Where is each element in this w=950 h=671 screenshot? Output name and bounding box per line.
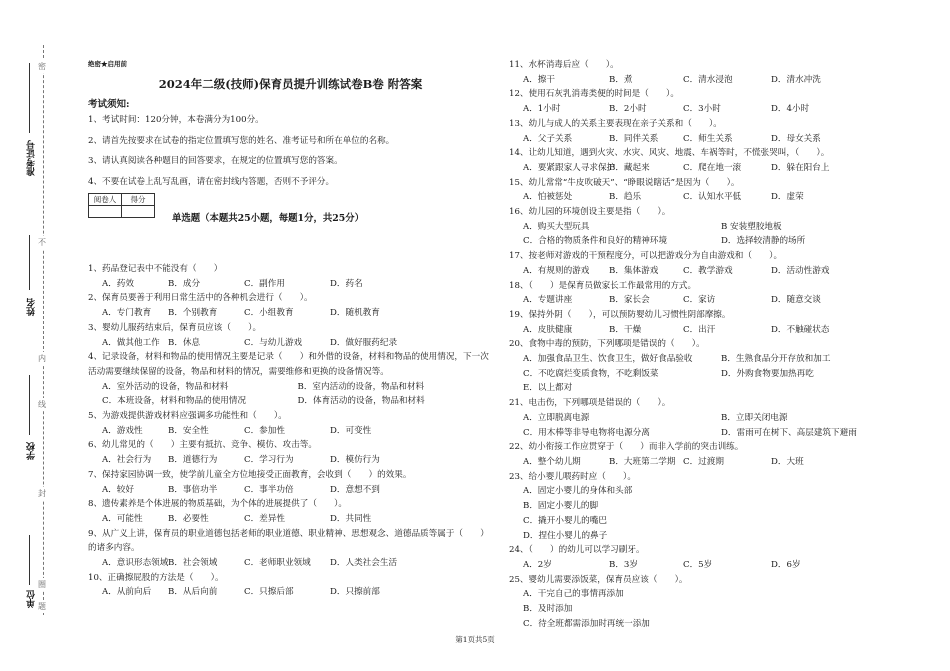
question-text: 4、记录设备，材料和物品的使用情况主要是记录（ ）和外借的设备，材料和物品的使用情况，下一次活动需要继续保留的设备，物品和材料的情况，需要维修和更换的设备情况等。 [88, 352, 489, 377]
seal-mark: 圈 [38, 580, 46, 589]
seal-line [43, 45, 44, 615]
option: A．专题讲座 [523, 295, 573, 306]
option-row [509, 102, 919, 117]
option-row [509, 455, 919, 470]
notice-item: 4、不要在试卷上乱写乱画，请在密封线内答题，否则不予评分。 [88, 176, 335, 187]
option: A．游戏性 [102, 425, 143, 436]
option-grid [88, 380, 493, 409]
option: D．模仿行为 [330, 455, 380, 466]
option-grid [509, 352, 919, 381]
option: A．加强食品卫生、饮食卫生，做好食品验收 [523, 354, 693, 365]
option: B．同伴关系 [609, 133, 659, 144]
question-item [88, 527, 493, 571]
question-item [509, 308, 919, 337]
option: A．可能性 [102, 513, 143, 524]
option: A．整个幼儿期 [523, 456, 581, 467]
question-item [509, 279, 919, 308]
section-title: 单选题（本题共25小题，每题1分，共25分） [172, 213, 364, 224]
option: C．过渡期 [683, 456, 724, 467]
option: D．共同性 [330, 513, 372, 524]
seal-mark: 封 [38, 489, 46, 498]
option: A．药效 [102, 278, 134, 289]
option-row [88, 585, 493, 600]
option: B．集体游戏 [609, 265, 659, 276]
option: A．室外活动的设备，物品和材料 [102, 381, 229, 392]
option: D．6岁 [771, 559, 801, 570]
school-underline [29, 375, 30, 435]
question-item [88, 571, 493, 600]
option: C．认知水平低 [683, 192, 742, 203]
option: A．固定小婴儿的身体和头部 [523, 486, 633, 497]
option: C．清水浸泡 [683, 74, 733, 85]
option: C．本班设备，材料和物品的使用情况 [102, 396, 247, 407]
option: D．躲在阳台上 [771, 162, 830, 173]
option: C．参加性 [244, 425, 285, 436]
option: C．爬在地一滚 [683, 162, 742, 173]
option-row [88, 277, 493, 292]
unit-underline [29, 535, 30, 585]
option-row [509, 190, 919, 205]
option: A．干完自己的事情再添加 [523, 589, 624, 600]
option: C．撬开小婴儿的嘴巴 [523, 515, 607, 526]
question-text: 8、遗传素养是个体进展的物质基础，为个体的进展提供了（ ）。 [88, 499, 347, 510]
option-row [509, 293, 919, 308]
seal-mark: 线 [38, 400, 46, 409]
option: B．干燥 [609, 324, 642, 335]
question-item [88, 409, 493, 438]
option: B．安全性 [168, 425, 209, 436]
option: D．清水冲洗 [771, 74, 821, 85]
option-row [88, 424, 493, 439]
option-grid [509, 220, 919, 249]
option: D．4小时 [771, 104, 810, 115]
option: C．事半功倍 [244, 484, 294, 495]
seal-mark: 题 [38, 602, 46, 611]
score-table [88, 193, 155, 218]
question-item [88, 350, 493, 409]
option: C．不吃腐烂变质食物，不吃剩饭菜 [523, 368, 659, 379]
option-row [509, 264, 919, 279]
question-item [509, 440, 919, 469]
name-underline [29, 235, 30, 290]
question-item [88, 468, 493, 497]
option: B．生熟食品分开存放和加工 [721, 354, 831, 365]
question-text: 22、幼小衔接工作应贯穿于（ ）而非入学前的突击训练。 [509, 442, 744, 453]
option: C．差异性 [244, 513, 285, 524]
seal-mark: 密 [38, 62, 46, 71]
question-text: 21、电击伤，下列哪项是错误的（ ）。 [509, 398, 671, 409]
question-text: 10、正确擦屁股的方法是（ ）。 [88, 572, 224, 583]
option: B．煮 [609, 74, 633, 85]
question-item [88, 497, 493, 526]
option: D．母女关系 [771, 133, 821, 144]
option: B．趋乐 [609, 192, 642, 203]
question-text: 5、为游戏提供游戏材料应强调多功能性和（ ）。 [88, 411, 287, 422]
question-item [88, 262, 493, 291]
seal-mark: 不 [38, 238, 46, 247]
option: A．做其他工作 [102, 337, 160, 348]
option: B．成分 [168, 278, 201, 289]
question-item [509, 573, 919, 632]
option: C．5岁 [683, 559, 713, 570]
option: B 安装塑胶地板 [721, 221, 782, 232]
option-row [509, 161, 919, 176]
question-text: 3、婴幼儿服药结束后，保育员应该（ ）。 [88, 322, 262, 333]
question-text: 16、幼儿园的环境创设主要是指（ ）。 [509, 207, 671, 218]
option: A．较好 [102, 484, 134, 495]
option: D．虚荣 [771, 192, 804, 203]
option: D．随机教育 [330, 308, 380, 319]
question-text: 15、幼儿常常“牛皮吹破天”、“睁眼说瞎话”是因为（ ）。 [509, 177, 740, 188]
score-header-grader: 阅卷人 [89, 194, 122, 206]
seal-mark: 内 [38, 354, 46, 363]
option: C．学习行为 [244, 455, 294, 466]
option: C．出汗 [683, 324, 716, 335]
option-row [88, 483, 493, 498]
option: B．家长会 [609, 295, 650, 306]
option: D．只擦前部 [330, 587, 380, 598]
option-grid [509, 411, 919, 440]
option-row [88, 306, 493, 321]
option: B．2小时 [609, 104, 647, 115]
notice-list [88, 113, 498, 195]
option-row [509, 132, 919, 147]
option: A．从前向后 [102, 587, 152, 598]
option: B．社会领域 [168, 558, 218, 569]
field-unit-label: 单位 [27, 590, 37, 608]
page-footer: 第1页共5页 [455, 635, 495, 644]
question-item [509, 337, 919, 396]
question-item [509, 205, 919, 249]
option: B．固定小婴儿的脚 [523, 501, 599, 512]
option: A．社会行为 [102, 455, 152, 466]
option: B．大班第二学期 [609, 456, 676, 467]
option: C．家访 [683, 295, 716, 306]
option: A．皮肤健康 [523, 324, 573, 335]
option-row [509, 323, 919, 338]
option: D．外购食物要加热再吃 [721, 368, 814, 379]
notice-title: 考试须知: [88, 99, 130, 110]
option: B．必要性 [168, 513, 209, 524]
option: C．只擦后部 [244, 587, 294, 598]
question-item [509, 176, 919, 205]
option-row [509, 73, 919, 88]
option: B．从后向前 [168, 587, 218, 598]
question-text: 2、保育员要善于利用日常生活中的各种机会进行（ ）。 [88, 293, 313, 304]
option: D．人类社会生活 [330, 558, 398, 569]
option: B．事倍功半 [168, 484, 218, 495]
score-cell-score[interactable] [122, 206, 155, 218]
notice-item: 2、请首先按要求在试卷的指定位置填写您的姓名、准考证号和所在单位的名称。 [88, 135, 395, 146]
option: A．专门教育 [102, 308, 152, 319]
option: D．体育活动的设备，物品和材料 [297, 396, 425, 407]
option: A．怕被惩处 [523, 192, 573, 203]
option: C．老师职业领域 [244, 558, 311, 569]
option: C．副作用 [244, 278, 285, 289]
option: D．大班 [771, 456, 804, 467]
option: A．要紧跟家人寻求保护 [523, 162, 616, 173]
score-cell-grader[interactable] [89, 206, 122, 218]
question-item [509, 146, 919, 175]
question-text: 18、（ ）是保育员做家长工作最常用的方式。 [509, 280, 697, 291]
option: A．购买大型玩具 [523, 221, 590, 232]
option: B．3岁 [609, 559, 638, 570]
option: D．雷雨可在树下、高层建筑下避雨 [721, 427, 857, 438]
option: D．捏住小婴儿的鼻子 [523, 530, 608, 541]
option: B．立即关闭电源 [721, 412, 788, 423]
question-text: 11、水杯消毒后应（ ）。 [509, 60, 619, 70]
option: B．藏起来 [609, 162, 650, 173]
question-item [509, 543, 919, 572]
question-text: 25、婴幼儿需要添饭菜，保育员应该（ ）。 [509, 574, 688, 585]
question-text: 1、药品登记表中不能没有（ ） [88, 264, 223, 274]
notice-item: 3、请认真阅读各种题目的回答要求，在规定的位置填写您的答案。 [88, 156, 343, 166]
option: C．合格的物质条件和良好的精神环境 [523, 236, 668, 247]
score-header-score: 得分 [122, 194, 155, 206]
option: D．药名 [330, 278, 363, 289]
option: A．擦干 [523, 74, 555, 85]
option: B．及时添加 [523, 604, 573, 615]
binding-margin [0, 0, 60, 671]
option: C．待全班都需添加时再统一添加 [523, 618, 650, 629]
question-item [509, 58, 919, 87]
option-row [88, 453, 493, 468]
option: C．小组教育 [244, 308, 294, 319]
option: A．2岁 [523, 559, 552, 570]
option: E．以上都对 [523, 383, 573, 394]
option: C．用木棒等非导电物将电源分离 [523, 427, 650, 438]
question-text: 24、（ ）的幼儿可以学习刷牙。 [509, 545, 645, 556]
question-text: 12、使用石灰乳消毒类便的时间是（ ）。 [509, 89, 679, 100]
question-text: 9、从广义上讲，保育员的职业道德包括老师的职业道德、职业精神、思想观念、道德品质等属于（ ）的诸多内容。 [88, 528, 489, 554]
option: A．有规则的游戏 [523, 265, 590, 276]
option-row [509, 558, 919, 573]
option: D．做好服药纪录 [330, 337, 398, 348]
option-row [88, 336, 493, 351]
field-exam-number-label: 准考证号 [27, 140, 37, 176]
notice-item: 1、考试时间：120分钟，本卷满分为100分。 [88, 115, 264, 125]
question-text: 17、按老师对游戏的干预程度分，可以把游戏分为自由游戏和（ ）。 [509, 251, 783, 262]
question-text: 14、让幼儿知道，遇到火灾、水灾、风灾、地震、车祸等时，不慌张哭叫，（ ）。 [509, 148, 830, 159]
page-title: 2024年二级(技师)保育员提升训练试卷B卷 附答案 [158, 77, 423, 91]
question-text: 19、保持外阴（ ），可以预防婴幼儿习惯性阴部摩擦。 [509, 309, 731, 320]
option: A．父子关系 [523, 133, 573, 144]
question-item [88, 321, 493, 350]
question-item [509, 117, 919, 146]
option: A．立即脱离电源 [523, 412, 590, 423]
confidential-label: 绝密★启用前 [88, 60, 127, 68]
question-text: 7、保持家园协调一致，使学前儿童全方位地接受正面教育，会收到（ ）的效果。 [88, 469, 412, 480]
option-row [88, 512, 493, 527]
question-text: 20、食物中毒的预防，下列哪项是错误的（ ）。 [509, 339, 705, 350]
option: C．教学游戏 [683, 265, 733, 276]
questions-left-column [88, 262, 493, 600]
option: B．室内活动的设备，物品和材料 [297, 381, 425, 392]
question-text: 6、幼儿常见的（ ）主要有抵抗、竞争、模仿、攻击等。 [88, 440, 317, 451]
field-name-label: 姓名 [27, 298, 37, 316]
question-text: 13、幼儿与成人的关系主要表现在亲子关系和（ ）。 [509, 118, 722, 129]
option: C．3小时 [683, 104, 721, 115]
option: A．意识形态领域 [102, 558, 169, 569]
option: D．选择较清静的场所 [721, 236, 806, 247]
option: D．随意交谈 [771, 295, 821, 306]
question-item [88, 291, 493, 320]
option: B．休息 [168, 337, 201, 348]
option: D．可变性 [330, 425, 372, 436]
exam-number-underline [29, 63, 30, 133]
question-item [509, 396, 919, 440]
question-item [509, 249, 919, 278]
option: C．师生关系 [683, 133, 733, 144]
option-row [88, 556, 493, 571]
option: D．活动性游戏 [771, 265, 830, 276]
field-school-label: 学校 [27, 442, 37, 460]
question-item [88, 438, 493, 467]
option: B．个别教育 [168, 308, 218, 319]
option: D．不触碰状态 [771, 324, 830, 335]
question-item [509, 470, 919, 544]
questions-right-column [509, 58, 919, 631]
question-item [509, 87, 919, 116]
question-text: 23、给小婴儿喂药时应（ ）。 [509, 471, 636, 482]
option: B．道德行为 [168, 455, 218, 466]
option: C．与幼儿游戏 [244, 337, 303, 348]
option: A．1小时 [523, 104, 561, 115]
option: D．意想不到 [330, 484, 380, 495]
